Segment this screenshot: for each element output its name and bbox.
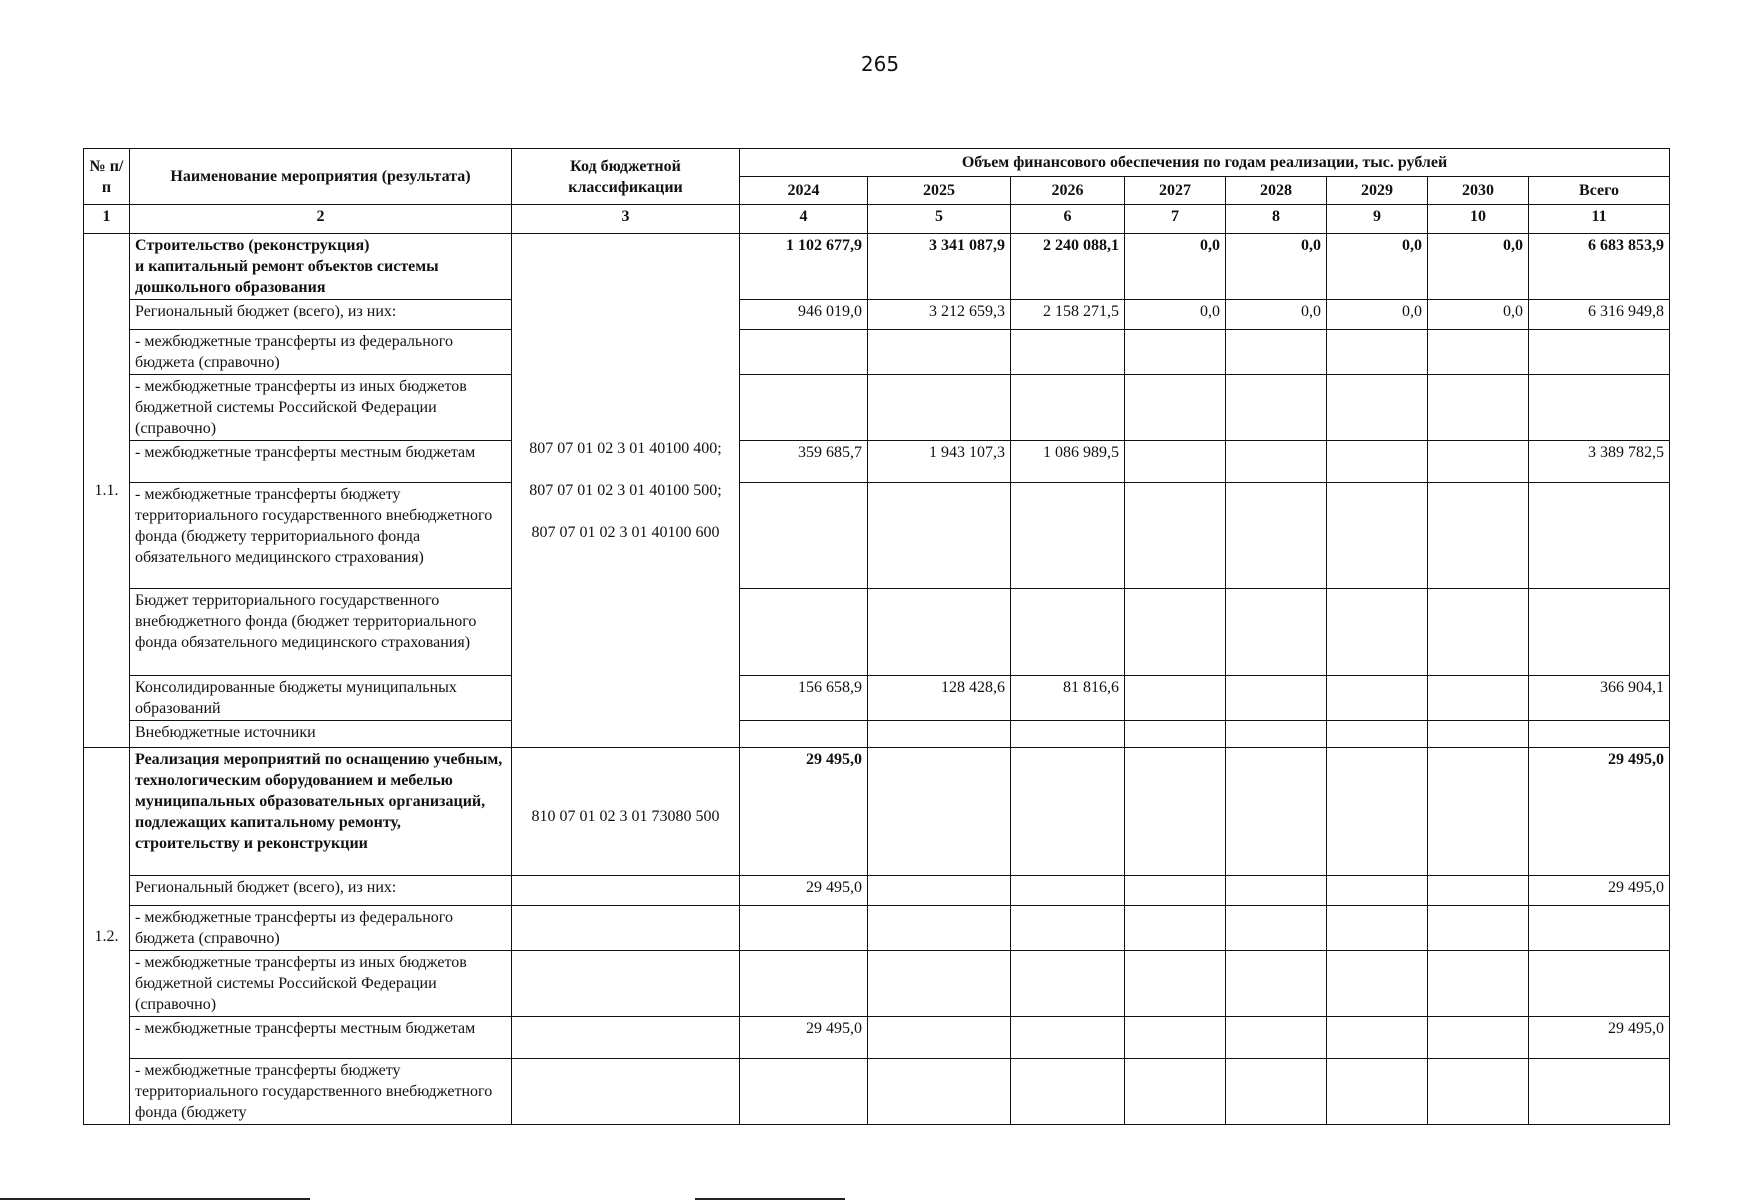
- year-value: [1226, 589, 1327, 676]
- header-year: 2028: [1226, 177, 1327, 205]
- year-value: [868, 330, 1011, 375]
- year-value: [868, 1059, 1011, 1125]
- year-value: [1011, 1017, 1125, 1059]
- year-value: [1125, 748, 1226, 876]
- table-row: [84, 483, 1670, 589]
- year-value: [1125, 906, 1226, 951]
- year-value: 0,0: [1428, 300, 1529, 330]
- total-value: 29 495,0: [1529, 876, 1670, 906]
- total-value: [1529, 589, 1670, 676]
- financing-table: [83, 148, 1670, 1125]
- year-value: [1226, 330, 1327, 375]
- budget-source-name: - межбюджетные трансферты местным бюджетам: [130, 441, 512, 483]
- year-value: [1226, 676, 1327, 721]
- total-value: [1529, 951, 1670, 1017]
- budget-source-name: Консолидированные бюджеты муниципальных образований: [130, 676, 512, 721]
- year-value: [1327, 441, 1428, 483]
- measure-name: Строительство (реконструкция) и капитальный ремонт объектов системы дошкольного образования: [130, 234, 512, 300]
- measure-name: Реализация мероприятий по оснащению учебным, технологическим оборудованием и мебелью муниципальных образовательных организаций, подлежащих капитальному ремонту, строительству и реконструкции: [130, 748, 512, 876]
- total-value: [1529, 1059, 1670, 1125]
- year-value: [1125, 375, 1226, 441]
- table-row: [84, 906, 1670, 951]
- budget-source-name: Региональный бюджет (всего), из них:: [130, 300, 512, 330]
- year-value: [1428, 676, 1529, 721]
- total-value: [1529, 330, 1670, 375]
- year-value: [868, 589, 1011, 676]
- year-value: [868, 483, 1011, 589]
- year-value: [740, 1059, 868, 1125]
- table-row: [84, 300, 1670, 330]
- year-value: [1011, 951, 1125, 1017]
- year-value: 128 428,6: [868, 676, 1011, 721]
- year-value: [868, 721, 1011, 748]
- year-value: [868, 748, 1011, 876]
- header-year: 2030: [1428, 177, 1529, 205]
- total-value: 366 904,1: [1529, 676, 1670, 721]
- year-value: 0,0: [1428, 234, 1529, 300]
- year-value: 0,0: [1125, 234, 1226, 300]
- year-value: [1327, 721, 1428, 748]
- column-number: 2: [130, 205, 512, 234]
- year-value: [1428, 721, 1529, 748]
- year-value: [1428, 483, 1529, 589]
- year-value: [1327, 748, 1428, 876]
- year-value: [1125, 441, 1226, 483]
- year-value: [1226, 1059, 1327, 1125]
- year-value: [1428, 951, 1529, 1017]
- year-value: [1125, 876, 1226, 906]
- year-value: [1011, 375, 1125, 441]
- year-value: [1226, 721, 1327, 748]
- year-value: [1226, 876, 1327, 906]
- year-value: 29 495,0: [740, 1017, 868, 1059]
- header-year: 2024: [740, 177, 868, 205]
- page-number: 265: [860, 52, 900, 76]
- year-value: [1428, 375, 1529, 441]
- table-row: [84, 951, 1670, 1017]
- year-value: [868, 906, 1011, 951]
- year-value: [1428, 748, 1529, 876]
- year-value: [868, 951, 1011, 1017]
- header-year: 2029: [1327, 177, 1428, 205]
- year-value: 3 341 087,9: [868, 234, 1011, 300]
- year-value: [1011, 721, 1125, 748]
- total-value: [1529, 906, 1670, 951]
- budget-source-name: - межбюджетные трансферты из иных бюджетов бюджетной системы Российской Федерации (справочно): [130, 951, 512, 1017]
- column-number: 4: [740, 205, 868, 234]
- year-value: [740, 483, 868, 589]
- header-code: Код бюджетной классификации: [512, 149, 740, 205]
- year-value: 0,0: [1327, 300, 1428, 330]
- year-value: [1011, 330, 1125, 375]
- column-number: 1: [84, 205, 130, 234]
- budget-code: [512, 876, 740, 906]
- table-row: [84, 721, 1670, 748]
- year-value: [740, 589, 868, 676]
- year-value: [1125, 951, 1226, 1017]
- table-row: [84, 1017, 1670, 1059]
- year-value: 946 019,0: [740, 300, 868, 330]
- table-row: [84, 748, 1670, 876]
- table-row: [84, 1059, 1670, 1125]
- column-number: 3: [512, 205, 740, 234]
- year-value: [1125, 589, 1226, 676]
- column-number: 7: [1125, 205, 1226, 234]
- table-row: [84, 330, 1670, 375]
- year-value: [1011, 876, 1125, 906]
- year-value: 0,0: [1125, 300, 1226, 330]
- table-row: [84, 876, 1670, 906]
- table-row: [84, 375, 1670, 441]
- year-value: [1125, 721, 1226, 748]
- year-value: [1327, 1059, 1428, 1125]
- year-value: [1428, 441, 1529, 483]
- total-value: 29 495,0: [1529, 1017, 1670, 1059]
- header-name: Наименование мероприятия (результата): [130, 149, 512, 205]
- year-value: [1428, 876, 1529, 906]
- year-value: [1011, 906, 1125, 951]
- year-value: [1011, 483, 1125, 589]
- year-value: [1226, 748, 1327, 876]
- year-value: [1226, 951, 1327, 1017]
- year-value: [1428, 906, 1529, 951]
- budget-code: [512, 951, 740, 1017]
- year-value: [1125, 1017, 1226, 1059]
- budget-code: 807 07 01 02 3 01 40100 400; 807 07 01 02 3 01 40100 500; 807 07 01 02 3 01 40100 600: [512, 234, 740, 748]
- column-number: 11: [1529, 205, 1670, 234]
- year-value: 2 240 088,1: [1011, 234, 1125, 300]
- row-number: 1.2.: [84, 748, 130, 1125]
- column-number: 10: [1428, 205, 1529, 234]
- year-value: [1327, 951, 1428, 1017]
- year-value: [1428, 1059, 1529, 1125]
- table-row: [84, 234, 1670, 300]
- year-value: [868, 876, 1011, 906]
- year-value: [1327, 676, 1428, 721]
- year-value: 29 495,0: [740, 876, 868, 906]
- column-numbers-row: [84, 205, 1670, 234]
- column-number: 6: [1011, 205, 1125, 234]
- year-value: [740, 375, 868, 441]
- year-value: 156 658,9: [740, 676, 868, 721]
- year-value: [868, 1017, 1011, 1059]
- total-value: [1529, 375, 1670, 441]
- header-year: 2027: [1125, 177, 1226, 205]
- budget-source-name: Бюджет территориального государственного внебюджетного фонда (бюджет территориального фонда обязательного медицинского страхования): [130, 589, 512, 676]
- budget-source-name: Внебюджетные источники: [130, 721, 512, 748]
- table-row: [84, 589, 1670, 676]
- year-value: 2 158 271,5: [1011, 300, 1125, 330]
- budget-source-name: - межбюджетные трансферты из федерального бюджета (справочно): [130, 330, 512, 375]
- budget-source-name: Региональный бюджет (всего), из них:: [130, 876, 512, 906]
- year-value: [1226, 1017, 1327, 1059]
- header-total: Всего: [1529, 177, 1670, 205]
- budget-code: [512, 906, 740, 951]
- year-value: [1125, 330, 1226, 375]
- total-value: 6 316 949,8: [1529, 300, 1670, 330]
- budget-source-name: - межбюджетные трансферты бюджету территориального государственного внебюджетного фонда (бюджету территориального фонда обязательного медицинского страхования): [130, 483, 512, 589]
- year-value: [1327, 330, 1428, 375]
- year-value: [1226, 441, 1327, 483]
- header-volume: Объем финансового обеспечения по годам реализации, тыс. рублей: [740, 149, 1670, 177]
- year-value: [1327, 1017, 1428, 1059]
- budget-code: 810 07 01 02 3 01 73080 500: [512, 748, 740, 876]
- budget-code: [512, 1059, 740, 1125]
- total-value: 6 683 853,9: [1529, 234, 1670, 300]
- year-value: 0,0: [1226, 300, 1327, 330]
- year-value: [1327, 483, 1428, 589]
- year-value: [1226, 906, 1327, 951]
- year-value: 359 685,7: [740, 441, 868, 483]
- year-value: 3 212 659,3: [868, 300, 1011, 330]
- header-num: № п/п: [84, 149, 130, 205]
- table-body: [84, 234, 1670, 1125]
- year-value: [740, 951, 868, 1017]
- budget-source-name: - межбюджетные трансферты из иных бюджетов бюджетной системы Российской Федерации (справочно): [130, 375, 512, 441]
- column-number: 5: [868, 205, 1011, 234]
- budget-source-name: - межбюджетные трансферты местным бюджетам: [130, 1017, 512, 1059]
- year-value: [1327, 876, 1428, 906]
- year-value: [1327, 906, 1428, 951]
- year-value: [1125, 483, 1226, 589]
- budget-source-name: - межбюджетные трансферты бюджету территориального государственного внебюджетного фонда (бюджету: [130, 1059, 512, 1125]
- year-value: [740, 330, 868, 375]
- year-value: 1 086 989,5: [1011, 441, 1125, 483]
- total-value: [1529, 721, 1670, 748]
- year-value: [1327, 589, 1428, 676]
- row-number: 1.1.: [84, 234, 130, 748]
- column-number: 8: [1226, 205, 1327, 234]
- total-value: [1529, 483, 1670, 589]
- total-value: 29 495,0: [1529, 748, 1670, 876]
- year-value: [868, 375, 1011, 441]
- year-value: 0,0: [1226, 234, 1327, 300]
- year-value: 1 943 107,3: [868, 441, 1011, 483]
- column-number: 9: [1327, 205, 1428, 234]
- year-value: [740, 906, 868, 951]
- budget-source-name: - межбюджетные трансферты из федерального бюджета (справочно): [130, 906, 512, 951]
- year-value: 0,0: [1327, 234, 1428, 300]
- year-value: 1 102 677,9: [740, 234, 868, 300]
- header-year: 2026: [1011, 177, 1125, 205]
- table-row: [84, 676, 1670, 721]
- year-value: [1428, 330, 1529, 375]
- year-value: [1125, 676, 1226, 721]
- year-value: [1226, 483, 1327, 589]
- year-value: [1011, 1059, 1125, 1125]
- year-value: [1428, 589, 1529, 676]
- year-value: [1226, 375, 1327, 441]
- year-value: [1327, 375, 1428, 441]
- budget-code: [512, 1017, 740, 1059]
- year-value: 81 816,6: [1011, 676, 1125, 721]
- table-row: [84, 441, 1670, 483]
- year-value: 29 495,0: [740, 748, 868, 876]
- year-value: [740, 721, 868, 748]
- year-value: [1428, 1017, 1529, 1059]
- total-value: 3 389 782,5: [1529, 441, 1670, 483]
- year-value: [1125, 1059, 1226, 1125]
- year-value: [1011, 748, 1125, 876]
- header-year: 2025: [868, 177, 1011, 205]
- year-value: [1011, 589, 1125, 676]
